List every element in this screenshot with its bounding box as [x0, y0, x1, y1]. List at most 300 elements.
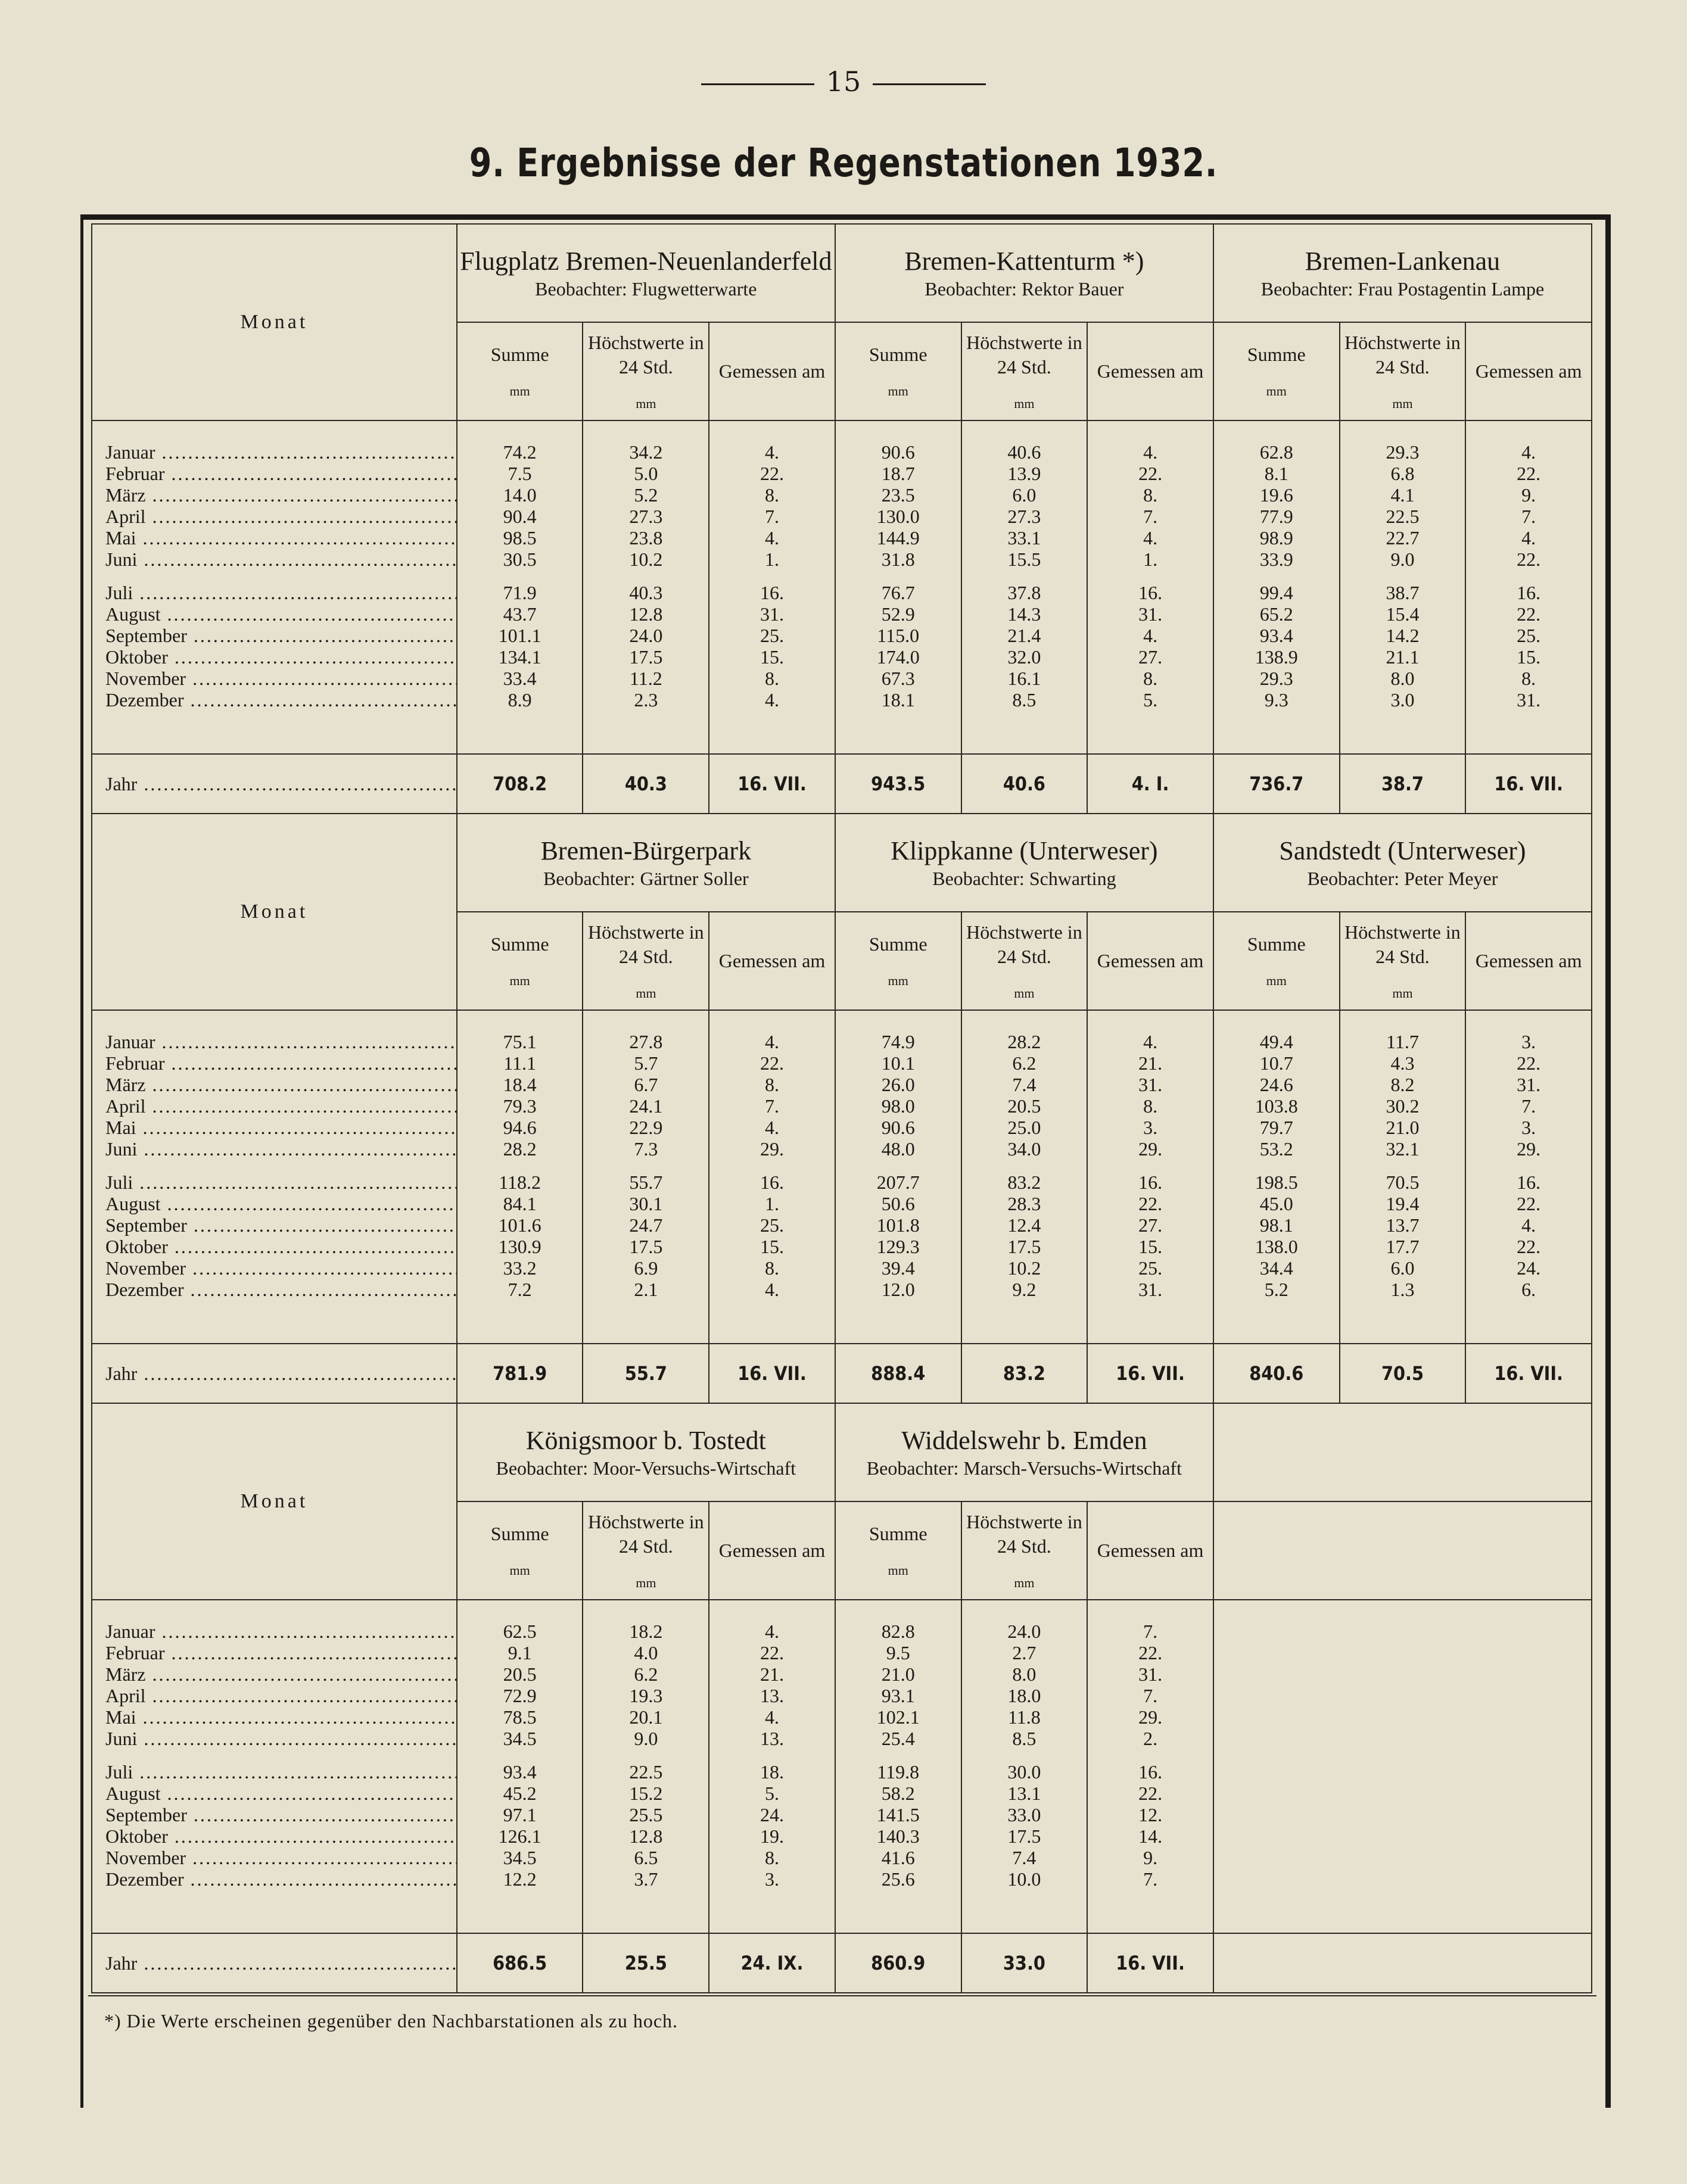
gemessen-header: Gemessen am [1087, 322, 1213, 420]
gemessen-values [1465, 420, 1592, 754]
station-observer: Beobachter: Moor-Versuchs-Wirtschaft [496, 1457, 796, 1479]
value-cell: 27.3 [629, 506, 663, 527]
value-cell: 10.7 [1259, 1052, 1293, 1074]
value-cell: 33.4 [503, 668, 537, 689]
jahr-gemessen: 4. I. [1087, 754, 1213, 814]
value-cell: 7. [1143, 1621, 1158, 1642]
value-cell: 32.0 [1007, 646, 1041, 668]
jahr-hoechst: 55.7 [583, 1344, 709, 1403]
jahr-hoechst: 40.6 [961, 754, 1088, 814]
value-cell: 8.0 [1390, 668, 1415, 689]
value-cell: 102.1 [876, 1706, 920, 1728]
value-cell: 11.2 [629, 668, 662, 689]
jahr-hoechst: 83.2 [961, 1344, 1088, 1403]
value-cell: 31.8 [881, 549, 915, 570]
jahr-label: Jahr ..... [92, 754, 457, 814]
value-cell: 4. [765, 1031, 780, 1052]
month-label: Mai ..... [105, 527, 456, 549]
value-cell: 4.0 [634, 1642, 658, 1663]
value-cell: 6.2 [1012, 1052, 1037, 1074]
jahr-summe: 840.6 [1213, 1344, 1340, 1403]
empty-values [1213, 1600, 1592, 1933]
value-cell: 31. [1517, 689, 1541, 711]
value-cell: 9.5 [886, 1642, 910, 1663]
value-cell: 16.1 [1007, 668, 1041, 689]
value-cell: 24.7 [629, 1214, 663, 1236]
jahr-hoechst: 25.5 [583, 1933, 709, 1993]
value-cell: 79.7 [1259, 1117, 1293, 1138]
value-cell: 70.5 [1386, 1172, 1420, 1193]
value-cell: 4. [765, 527, 780, 549]
value-cell: 33.0 [1007, 1804, 1041, 1825]
value-cell: 40.6 [1007, 441, 1041, 463]
value-cell: 10.2 [1007, 1257, 1041, 1279]
value-cell: 15.5 [1007, 549, 1041, 570]
value-cell: 30.0 [1007, 1761, 1041, 1783]
value-cell: 71.9 [503, 582, 537, 603]
value-cell: 198.5 [1255, 1172, 1298, 1193]
page-number-text: 15 [826, 66, 861, 98]
empty-header [1213, 1501, 1592, 1600]
value-cell: 4.1 [1390, 484, 1415, 506]
value-cell: 129.3 [876, 1236, 920, 1257]
value-cell: 27. [1138, 1214, 1163, 1236]
hoechst-header: Höchstwerte in 24 Std. mm [1340, 912, 1466, 1010]
value-cell: 82.8 [881, 1621, 915, 1642]
value-cell: 27.8 [629, 1031, 663, 1052]
month-label: Juli ..... [105, 1761, 456, 1783]
value-cell: 8.0 [1012, 1663, 1037, 1685]
hoechst-header: Höchstwerte in 24 Std. mm [961, 1501, 1088, 1600]
value-cell: 13. [760, 1728, 785, 1749]
month-label: Dezember ..... [105, 1279, 456, 1300]
station-observer: Beobachter: Rektor Bauer [925, 278, 1124, 300]
value-cell: 8. [1143, 484, 1158, 506]
value-cell: 30.5 [503, 549, 537, 570]
hoechst-values [1340, 420, 1466, 754]
jahr-hoechst: 38.7 [1340, 754, 1466, 814]
station-name: Flugplatz Bremen-Neuenlanderfeld [460, 246, 832, 276]
value-cell: 15. [760, 646, 785, 668]
value-cell: 93.4 [1259, 625, 1293, 646]
value-cell: 6.0 [1390, 1257, 1415, 1279]
value-cell: 34.5 [503, 1847, 537, 1868]
month-label: Februar ..... [105, 1052, 456, 1074]
value-cell: 34.4 [1259, 1257, 1293, 1279]
value-cell: 118.2 [499, 1172, 541, 1193]
value-cell: 77.9 [1259, 506, 1293, 527]
value-cell: 13.7 [1386, 1214, 1420, 1236]
value-cell: 16. [1517, 582, 1541, 603]
value-cell: 10.2 [629, 549, 663, 570]
value-cell: 140.3 [876, 1825, 920, 1847]
value-cell: 8.5 [1012, 1728, 1037, 1749]
value-cell: 21.1 [1386, 646, 1420, 668]
page-number [0, 66, 1687, 98]
value-cell: 16. [760, 1172, 785, 1193]
value-cell: 21. [1138, 1052, 1163, 1074]
value-cell: 11.1 [503, 1052, 537, 1074]
hoechst-header: Höchstwerte in 24 Std. mm [583, 322, 709, 420]
page-title: 9. Ergebnisse der Regenstationen 1932. [469, 140, 1218, 186]
value-cell: 94.6 [503, 1117, 537, 1138]
month-label: Dezember ..... [105, 1868, 456, 1890]
station-name: Bremen-Bürgerpark [540, 836, 752, 865]
value-cell: 15. [1138, 1236, 1163, 1257]
value-cell: 3.7 [634, 1868, 658, 1890]
value-cell: 29. [1517, 1138, 1541, 1160]
value-cell: 12.4 [1007, 1214, 1041, 1236]
value-cell: 55.7 [629, 1172, 663, 1193]
value-cell: 1.3 [1390, 1279, 1415, 1300]
value-cell: 17.5 [629, 1236, 663, 1257]
value-cell: 25. [760, 1214, 785, 1236]
value-cell: 34.0 [1007, 1138, 1041, 1160]
value-cell: 29. [1138, 1138, 1163, 1160]
value-cell: 15.2 [629, 1783, 663, 1804]
value-cell: 7. [1521, 1095, 1536, 1117]
gemessen-header: Gemessen am [1465, 912, 1592, 1010]
month-label: April ..... [105, 506, 456, 527]
value-cell: 33.9 [1259, 549, 1293, 570]
station-observer: Beobachter: Flugwetterwarte [535, 278, 757, 300]
value-cell: 101.6 [498, 1214, 541, 1236]
jahr-hoechst: 70.5 [1340, 1344, 1466, 1403]
value-cell: 21.0 [881, 1663, 915, 1685]
summe-values [835, 1010, 961, 1344]
value-cell: 12.8 [629, 1825, 663, 1847]
value-cell: 8.2 [1390, 1074, 1415, 1095]
month-label: Januar ..... [105, 441, 456, 463]
value-cell: 17.7 [1386, 1236, 1420, 1257]
month-label: Juni ..... [105, 549, 456, 570]
value-cell: 4.3 [1390, 1052, 1415, 1074]
value-cell: 45.2 [503, 1783, 537, 1804]
value-cell: 21.4 [1007, 625, 1041, 646]
value-cell: 14.0 [503, 484, 537, 506]
value-cell: 17.5 [1007, 1825, 1041, 1847]
jahr-gemessen: 16. VII. [1465, 1344, 1592, 1403]
value-cell: 78.5 [503, 1706, 537, 1728]
month-label: Juli ..... [105, 1172, 456, 1193]
value-cell: 8. [765, 1847, 780, 1868]
value-cell: 30.2 [1386, 1095, 1420, 1117]
value-cell: 24. [760, 1804, 785, 1825]
gemessen-values [709, 1600, 835, 1933]
value-cell: 31. [1138, 1663, 1163, 1685]
value-cell: 3. [1143, 1117, 1158, 1138]
value-cell: 207.7 [876, 1172, 920, 1193]
value-cell: 9.2 [1012, 1279, 1037, 1300]
value-cell: 16. [1138, 582, 1163, 603]
jahr-label: Jahr ..... [92, 1344, 457, 1403]
value-cell: 2.7 [1012, 1642, 1037, 1663]
value-cell: 130.0 [876, 506, 920, 527]
month-label: August ..... [105, 603, 456, 625]
value-cell: 18. [760, 1761, 785, 1783]
value-cell: 98.5 [503, 527, 537, 549]
value-cell: 31. [1138, 1279, 1163, 1300]
month-label: November ..... [105, 668, 456, 689]
value-cell: 9.0 [1390, 549, 1415, 570]
value-cell: 3. [1521, 1031, 1536, 1052]
gemessen-values [1465, 1010, 1592, 1344]
value-cell: 7.3 [634, 1138, 658, 1160]
station-name: Bremen-Lankenau [1305, 246, 1501, 276]
value-cell: 2.3 [634, 689, 658, 711]
value-cell: 15.4 [1386, 603, 1420, 625]
value-cell: 83.2 [1007, 1172, 1041, 1193]
value-cell: 50.6 [881, 1193, 915, 1214]
summe-values [457, 420, 583, 754]
summe-header: Summe mm [1213, 322, 1340, 420]
value-cell: 1. [765, 549, 780, 570]
value-cell: 7. [765, 1095, 780, 1117]
value-cell: 52.9 [881, 603, 915, 625]
jahr-summe: 708.2 [457, 754, 583, 814]
month-label: November ..... [105, 1847, 456, 1868]
jahr-hoechst: 33.0 [961, 1933, 1088, 1993]
value-cell: 22. [1517, 1052, 1541, 1074]
gemessen-values [1087, 1010, 1213, 1344]
month-label: März ..... [105, 1663, 456, 1685]
value-cell: 41.6 [881, 1847, 915, 1868]
value-cell: 18.0 [1007, 1685, 1041, 1706]
station-header [835, 814, 1213, 912]
month-label: Mai ..... [105, 1117, 456, 1138]
value-cell: 24.0 [1007, 1621, 1041, 1642]
value-cell: 53.2 [1259, 1138, 1293, 1160]
value-cell: 22. [1138, 463, 1163, 484]
value-cell: 7.4 [1012, 1074, 1037, 1095]
month-label: August ..... [105, 1783, 456, 1804]
station-observer: Beobachter: Schwarting [932, 867, 1116, 889]
value-cell: 97.1 [503, 1804, 537, 1825]
value-cell: 11.8 [1007, 1706, 1041, 1728]
month-label: März ..... [105, 484, 456, 506]
gemessen-values [1087, 1600, 1213, 1933]
value-cell: 20.5 [1007, 1095, 1041, 1117]
monat-header: Monat [92, 814, 457, 1010]
value-cell: 20.1 [629, 1706, 663, 1728]
footnote-rule [88, 1995, 1596, 1996]
value-cell: 22. [1517, 1236, 1541, 1257]
value-cell: 4. [1143, 1031, 1158, 1052]
value-cell: 4. [1143, 527, 1158, 549]
value-cell: 16. [760, 582, 785, 603]
value-cell: 72.9 [503, 1685, 537, 1706]
value-cell: 99.4 [1259, 582, 1293, 603]
value-cell: 4. [1143, 441, 1158, 463]
table-frame [80, 214, 1611, 2108]
value-cell: 22. [1517, 549, 1541, 570]
value-cell: 7.2 [508, 1279, 532, 1300]
value-cell: 5. [765, 1783, 780, 1804]
gemessen-header: Gemessen am [709, 1501, 835, 1600]
station-header [457, 814, 835, 912]
value-cell: 14.3 [1007, 603, 1041, 625]
gemessen-header: Gemessen am [709, 322, 835, 420]
value-cell: 6.0 [1012, 484, 1037, 506]
value-cell: 8. [765, 484, 780, 506]
summe-header: Summe mm [457, 322, 583, 420]
value-cell: 5.2 [634, 484, 658, 506]
value-cell: 75.1 [503, 1031, 537, 1052]
value-cell: 22. [1138, 1642, 1163, 1663]
value-cell: 134.1 [498, 646, 541, 668]
value-cell: 24. [1517, 1257, 1541, 1279]
value-cell: 5. [1143, 689, 1158, 711]
value-cell: 25.5 [629, 1804, 663, 1825]
value-cell: 4. [1521, 441, 1536, 463]
summe-header: Summe mm [835, 912, 961, 1010]
value-cell: 25.4 [881, 1728, 915, 1749]
value-cell: 6.2 [634, 1663, 658, 1685]
summe-header: Summe mm [835, 322, 961, 420]
value-cell: 84.1 [503, 1193, 537, 1214]
value-cell: 27. [1138, 646, 1163, 668]
station-name: Sandstedt (Unterweser) [1279, 836, 1526, 865]
value-cell: 98.1 [1259, 1214, 1293, 1236]
value-cell: 22.9 [629, 1117, 663, 1138]
month-label: Juni ..... [105, 1728, 456, 1749]
value-cell: 29. [1138, 1706, 1163, 1728]
month-label: August ..... [105, 1193, 456, 1214]
value-cell: 101.1 [498, 625, 541, 646]
month-labels [92, 1010, 457, 1344]
value-cell: 27.3 [1007, 506, 1041, 527]
value-cell: 1. [1143, 549, 1158, 570]
value-cell: 8. [765, 1074, 780, 1095]
summe-values [835, 420, 961, 754]
value-cell: 21. [760, 1663, 785, 1685]
value-cell: 32.1 [1386, 1138, 1420, 1160]
gemessen-values [709, 420, 835, 754]
jahr-summe: 860.9 [835, 1933, 961, 1993]
value-cell: 6.5 [634, 1847, 658, 1868]
value-cell: 10.1 [881, 1052, 915, 1074]
value-cell: 7.4 [1012, 1847, 1037, 1868]
value-cell: 45.0 [1259, 1193, 1293, 1214]
hoechst-values [583, 1010, 709, 1344]
month-label: Juni ..... [105, 1138, 456, 1160]
value-cell: 13.9 [1007, 463, 1041, 484]
month-label: Juli ..... [105, 582, 456, 603]
footnote: *) Die Werte erscheinen gegenüber den Nachbarstationen als zu hoch. [104, 2010, 678, 2032]
value-cell: 9.3 [1264, 689, 1288, 711]
value-cell: 144.9 [876, 527, 920, 549]
hoechst-header: Höchstwerte in 24 Std. mm [583, 912, 709, 1010]
value-cell: 34.2 [629, 441, 663, 463]
value-cell: 25. [1138, 1257, 1163, 1279]
summe-values [1213, 420, 1340, 754]
value-cell: 8.1 [1264, 463, 1288, 484]
value-cell: 31. [1138, 1074, 1163, 1095]
value-cell: 130.9 [498, 1236, 541, 1257]
value-cell: 8. [765, 668, 780, 689]
gemessen-header: Gemessen am [709, 912, 835, 1010]
value-cell: 15. [1517, 646, 1541, 668]
value-cell: 16. [1138, 1761, 1163, 1783]
jahr-summe: 736.7 [1213, 754, 1340, 814]
value-cell: 8. [1143, 668, 1158, 689]
station-header [1213, 814, 1592, 912]
value-cell: 14. [1138, 1825, 1163, 1847]
value-cell: 2.1 [634, 1279, 658, 1300]
hoechst-header: Höchstwerte in 24 Std. mm [961, 322, 1088, 420]
value-cell: 5.2 [1264, 1279, 1288, 1300]
value-cell: 67.3 [881, 668, 915, 689]
station-block-1 [91, 223, 1592, 813]
value-cell: 4. [1143, 625, 1158, 646]
rain-table [91, 813, 1592, 1404]
value-cell: 79.3 [503, 1095, 537, 1117]
month-label: Oktober ..... [105, 1236, 456, 1257]
value-cell: 7. [1521, 506, 1536, 527]
value-cell: 28.2 [1007, 1031, 1041, 1052]
value-cell: 6.7 [634, 1074, 658, 1095]
value-cell: 7. [1143, 1868, 1158, 1890]
summe-values [1213, 1010, 1340, 1344]
value-cell: 3.0 [1390, 689, 1415, 711]
value-cell: 9. [1521, 484, 1536, 506]
jahr-summe: 888.4 [835, 1344, 961, 1403]
station-observer: Beobachter: Peter Meyer [1307, 867, 1498, 889]
value-cell: 7. [765, 506, 780, 527]
value-cell: 25. [760, 625, 785, 646]
value-cell: 65.2 [1259, 603, 1293, 625]
summe-header: Summe mm [457, 1501, 583, 1600]
value-cell: 22.7 [1386, 527, 1420, 549]
value-cell: 7.5 [508, 463, 532, 484]
value-cell: 7. [1143, 1685, 1158, 1706]
hoechst-values [961, 1010, 1088, 1344]
value-cell: 62.5 [503, 1621, 537, 1642]
value-cell: 22. [1517, 603, 1541, 625]
value-cell: 5.7 [634, 1052, 658, 1074]
value-cell: 22. [760, 1642, 785, 1663]
value-cell: 17.5 [629, 646, 663, 668]
value-cell: 4. [1521, 1214, 1536, 1236]
jahr-summe: 943.5 [835, 754, 961, 814]
value-cell: 1. [765, 1193, 780, 1214]
value-cell: 24.6 [1259, 1074, 1293, 1095]
value-cell: 22. [1517, 1193, 1541, 1214]
rain-table [91, 223, 1592, 814]
value-cell: 18.2 [629, 1621, 663, 1642]
value-cell: 141.5 [876, 1804, 920, 1825]
monat-header: Monat [92, 1403, 457, 1600]
value-cell: 31. [1517, 1074, 1541, 1095]
value-cell: 9.1 [508, 1642, 532, 1663]
value-cell: 28.2 [503, 1138, 537, 1160]
value-cell: 16. [1138, 1172, 1163, 1193]
value-cell: 40.3 [629, 582, 663, 603]
value-cell: 8.9 [508, 689, 532, 711]
month-label: Oktober ..... [105, 1825, 456, 1847]
month-label: April ..... [105, 1685, 456, 1706]
station-name: Bremen-Kattenturm *) [904, 246, 1144, 276]
hoechst-values [961, 1600, 1088, 1933]
summe-values [835, 1600, 961, 1933]
jahr-gemessen: 24. IX. [709, 1933, 835, 1993]
value-cell: 90.6 [881, 1117, 915, 1138]
value-cell: 16. [1517, 1172, 1541, 1193]
value-cell: 26.0 [881, 1074, 915, 1095]
value-cell: 38.7 [1386, 582, 1420, 603]
value-cell: 6.9 [634, 1257, 658, 1279]
value-cell: 30.1 [629, 1193, 663, 1214]
